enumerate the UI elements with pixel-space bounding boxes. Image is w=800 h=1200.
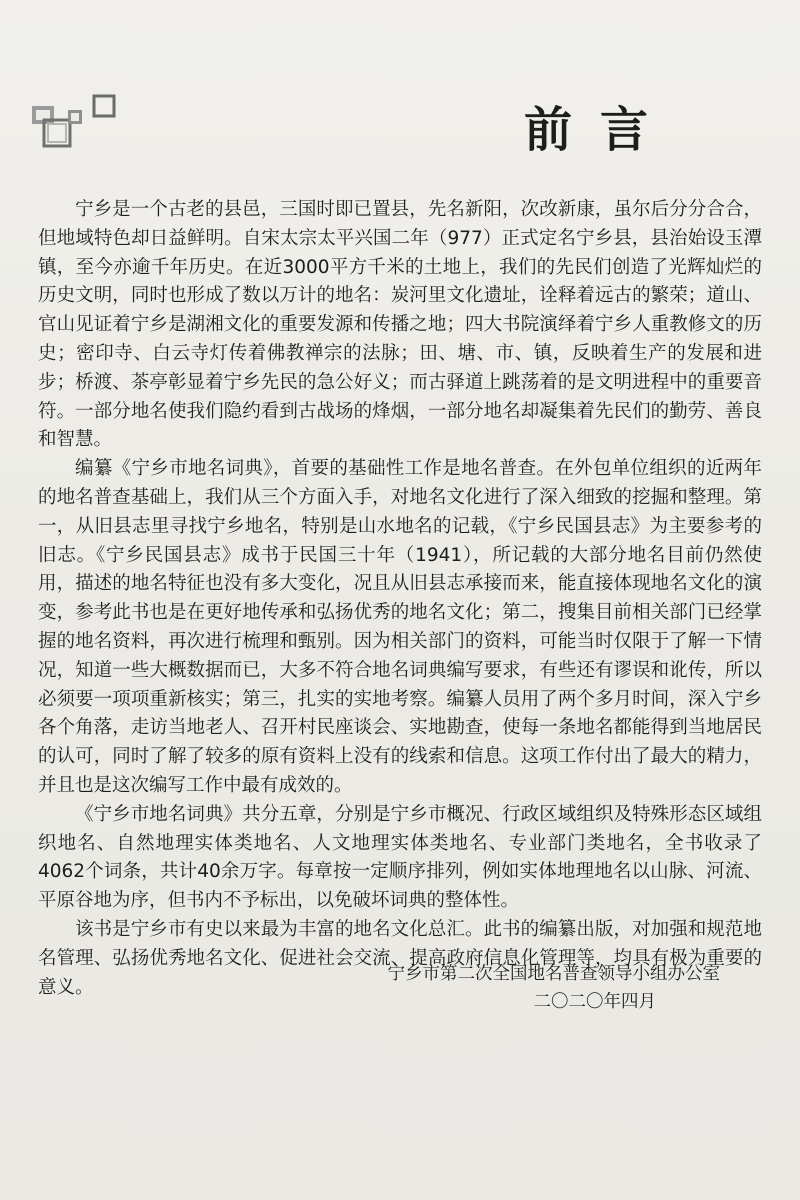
signature-block	[0, 960, 720, 1016]
squares-ornament-icon	[30, 94, 120, 154]
paragraph-significance: 该书是宁乡市有史以来最为丰富的地名文化总汇。此书的编纂出版，对加强和规范地名管理、弘扬优秀地名文化、促进社会交流、提高政府信息化管理等，均具有极为重要的意义。	[38, 918, 762, 998]
paragraph-structure: 《宁乡市地名词典》共分五章，分别是宁乡市概况、行政区域组织及特殊形态区域组织地名、自然地理实体类地名、人文地理实体类地名、专业部门类地名，全书收录了4062个词条，共计40余万字。每章按一定顺序排列，例如实体地理地名以山脉、河流、平原谷地为序，但书内不予标出，以免破坏词典的整体性。	[38, 803, 762, 912]
signature-organization: 宁乡市第二次全国地名普查领导小组办公室	[387, 964, 720, 984]
paragraph-history: 宁乡是一个古老的县邑，三国时即已置县，先名新阳，次改新康，虽尔后分分合合，但地域特色却日益鲜明。自宋太宗太平兴国二年（977）正式定名宁乡县，县治始设玉潭镇，至今亦逾千年历史。在近3000平方千米的土地上，我们的先民们创造了光辉灿烂的历史文明，同时也形成了数以万计的地名：炭河里文化遗址，诠释着远古的繁荣；道山、官山见证着宁乡是湖湘文化的重要发源和传播之地；四大书院演绎着宁乡人重教修文的历史；密印寺、白云寺灯传着佛教禅宗的法脉；田、塘、市、镇，反映着生产的发展和进步；桥渡、茶亭彰显着宁乡先民的急公好义；而古驿道上跳荡着的是文明进程中的重要音符。一部分地名使我们隐约看到古战场的烽烟，一部分地名却凝集着先民们的勤劳、善良和智慧。	[38, 199, 762, 451]
paragraph-compilation: 编纂《宁乡市地名词典》，首要的基础性工作是地名普查。在外包单位组织的近两年的地名普查基础上，我们从三个方面入手，对地名文化进行了深入细致的挖掘和整理。第一，从旧县志里寻找宁乡地名，特别是山水地名的记载，《宁乡民国县志》为主要参考的旧志。《宁乡民国县志》成书于民国三十年（1941），所记载的大部分地名目前仍然使用，描述的地名特征也没有多大变化，况且从旧县志承接而来，能直接体现地名文化的演变，参考此书也是在更好地传承和弘扬优秀的地名文化；第二，搜集目前相关部门已经掌握的地名资料，再次进行梳理和甄别。因为相关部门的资料，可能当时仅限于了解一下情况，知道一些大概数据而已，大多不符合地名词典编写要求，有些还有谬误和讹传，所以必须要一项项重新核实；第三，扎实的实地考察。编纂人员用了两个多月时间，深入宁乡各个角落，走访当地老人、召开村民座谈会、实地勘查，使每一条地名都能得到当地居民的认可，同时了解了较多的原有资料上没有的线索和信息。这项工作付出了最大的精力，并且也是这次编写工作中最有成效的。	[38, 458, 762, 796]
page-title: 前言	[524, 102, 677, 158]
signature-date: 二〇二〇年四月	[533, 992, 656, 1012]
preface-body	[38, 196, 762, 1002]
